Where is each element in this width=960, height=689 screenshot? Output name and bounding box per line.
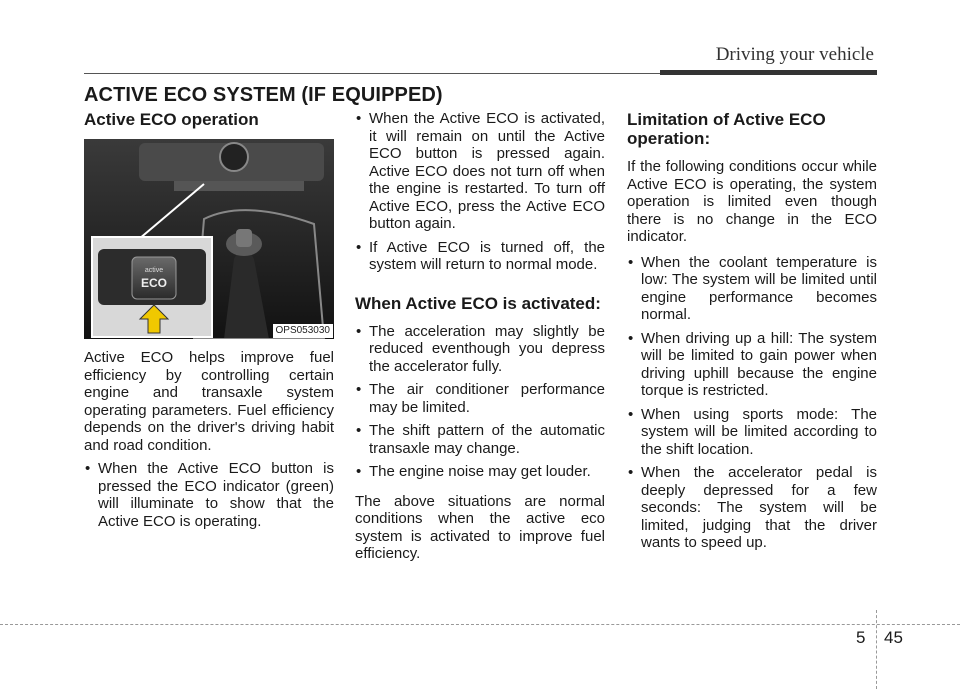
intro-paragraph: Active ECO helps improve fuel efficiency by controlling certain engine and transaxle system operating parameters. Fuel efficiency depends on the driver's driving habit and road condition. bbox=[84, 349, 334, 454]
list-item: • When the Active ECO button is pressed the ECO indicator (green) will illuminate to show that the Active ECO is operating. bbox=[84, 460, 334, 530]
list-item: • The air conditioner performance may be limited. bbox=[355, 381, 605, 416]
list-item: • When the coolant temperature is low: The system will be limited until engine performance becomes normal. bbox=[627, 254, 877, 324]
heading-active-eco-operation: Active ECO operation bbox=[84, 110, 259, 129]
heading-limitation: Limitation of Active ECO operation: bbox=[627, 110, 826, 148]
header-rule-accent bbox=[660, 70, 877, 75]
closing-paragraph: The above situations are normal conditions when the active eco system is activated to improve fuel efficiency. bbox=[355, 492, 605, 562]
button-small-label: active bbox=[144, 267, 164, 274]
list-item: • If Active ECO is turned off, the system will return to normal mode. bbox=[355, 239, 605, 274]
list-item: • When the accelerator pedal is deeply depressed for a few seconds: The system will be limited, judging that the driver wants to speed up. bbox=[627, 464, 877, 552]
photo-illustration bbox=[84, 139, 334, 339]
bullet-list bbox=[627, 254, 877, 552]
intro-paragraph: If the following conditions occur while Active ECO is operating, the system operation is limited even though there is no change in the ECO indicator. bbox=[627, 158, 877, 245]
list-item: • The shift pattern of the automatic transaxle may change. bbox=[355, 422, 605, 457]
chapter-number: 5 bbox=[856, 628, 866, 647]
column-2 bbox=[355, 110, 605, 563]
header-title: Driving your vehicle bbox=[715, 44, 874, 65]
button-large-label: ECO bbox=[140, 276, 168, 290]
list-item: • When driving up a hill: The system will be limited to gain power when driving uphill because the engine torque is restricted. bbox=[627, 330, 877, 400]
image-code: OPS053030 bbox=[273, 324, 334, 338]
list-item: • The engine noise may get louder. bbox=[355, 463, 605, 481]
active-eco-button-photo bbox=[84, 139, 334, 339]
footer-divider bbox=[876, 610, 877, 689]
list-item: • When the Active ECO is activated, it will remain on until the Active ECO button is pressed again. Active ECO does not turn off when the engine is restarted. To turn off Active ECO, press the Active ECO button again. bbox=[355, 110, 605, 233]
column-3 bbox=[627, 110, 877, 558]
bullet-list bbox=[84, 460, 334, 530]
bullet-list bbox=[355, 323, 605, 481]
section-title: ACTIVE ECO SYSTEM (IF EQUIPPED) bbox=[84, 84, 443, 106]
page-number: 45 bbox=[884, 628, 903, 647]
footer-rule bbox=[0, 624, 960, 625]
heading-when-activated: When Active ECO is activated: bbox=[355, 293, 601, 313]
bullet-list bbox=[355, 110, 605, 274]
header-rule bbox=[84, 73, 664, 74]
list-item: • When using sports mode: The system will be limited according to the shift location. bbox=[627, 406, 877, 459]
list-item: • The acceleration may slightly be reduced eventhough you depress the accelerator fully. bbox=[355, 323, 605, 376]
column-1 bbox=[84, 110, 334, 536]
